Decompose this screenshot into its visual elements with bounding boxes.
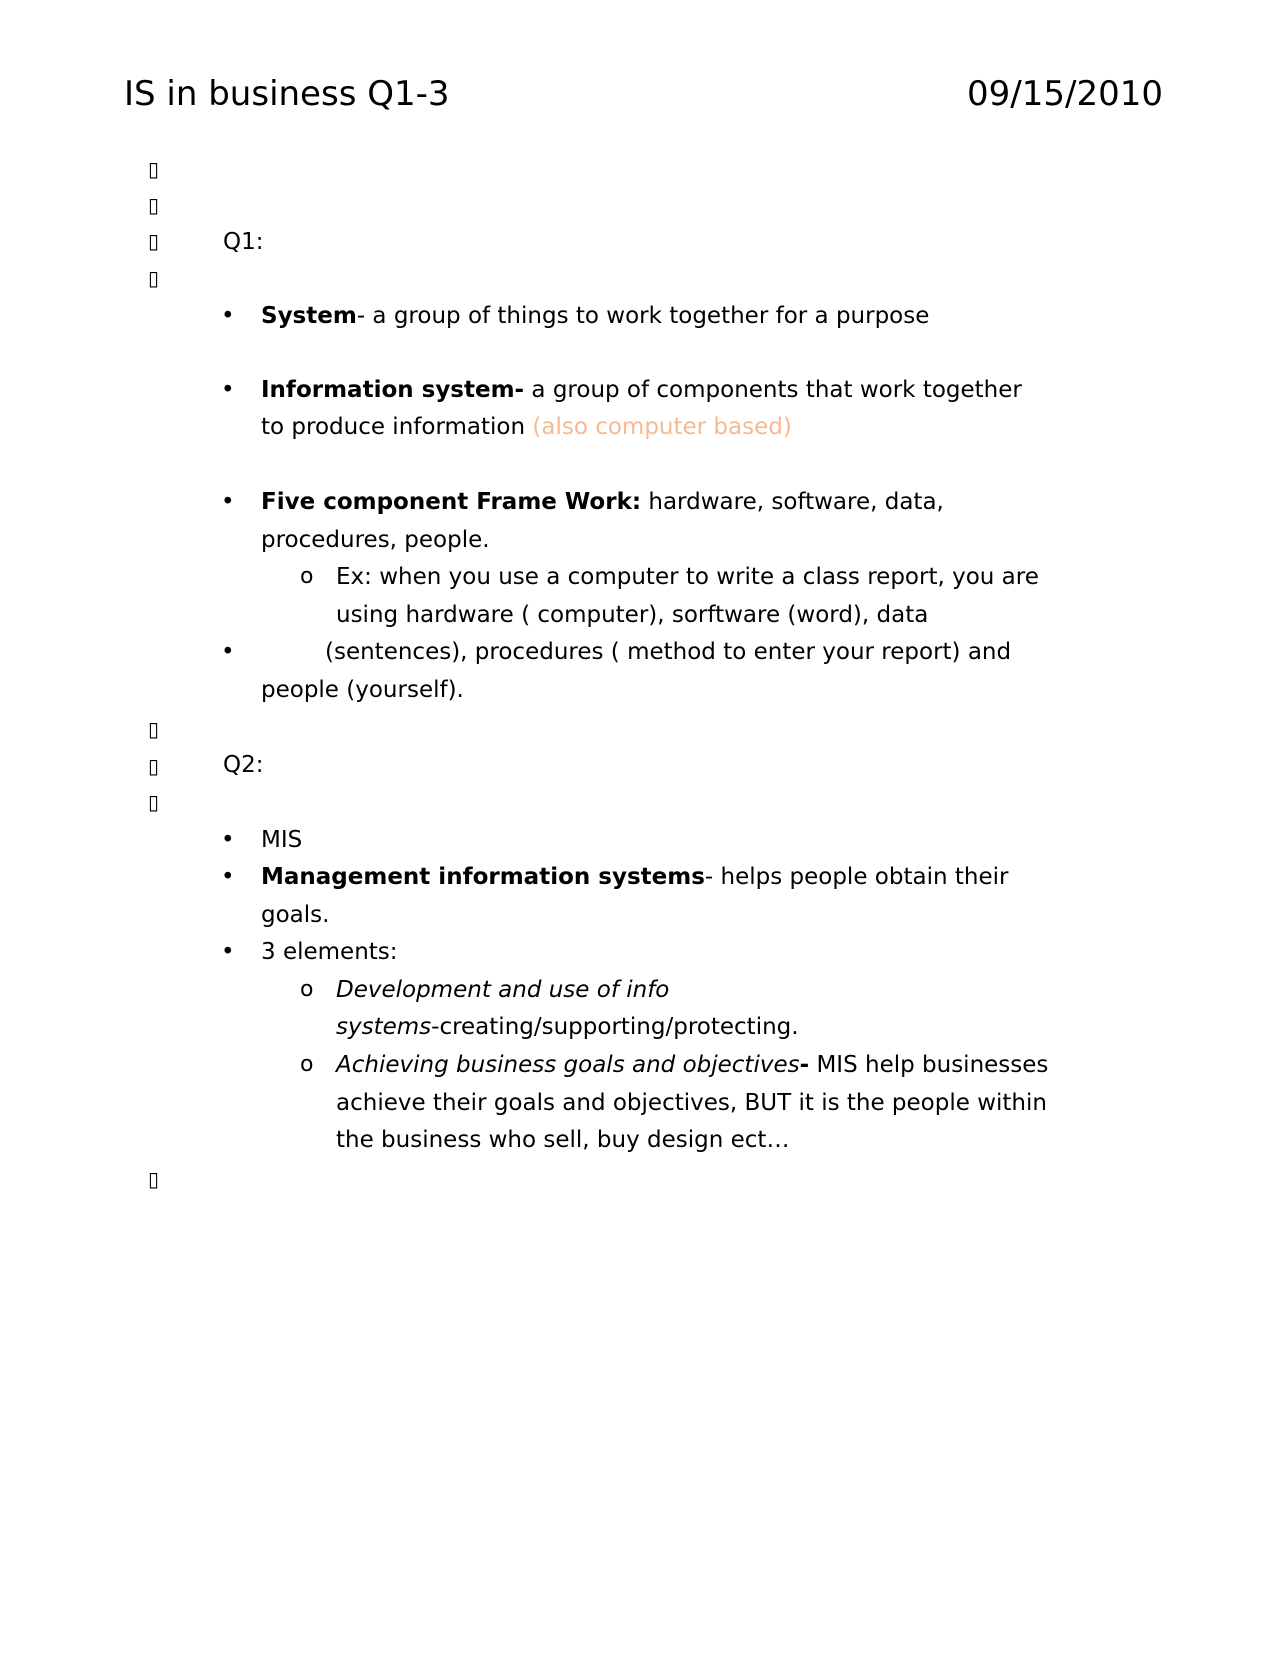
sub-bullet-icon: o [300, 564, 314, 589]
missing-glyph-icon: ▯ [148, 229, 160, 253]
bullet-icon: • [221, 639, 235, 665]
example-line3: (sentences), procedures ( method to enter your report) and [325, 639, 1012, 665]
element2-term: Achieving business goals and objectives [336, 1052, 800, 1078]
definition-information-system-line2: to produce information [261, 414, 533, 440]
term-management-information-systems: Management information systems [261, 864, 705, 890]
list-item-information-system [261, 375, 1022, 405]
definition-framework-line1: hardware, software, data, [641, 489, 944, 515]
list-item-mis: MIS [261, 827, 303, 853]
sub-bullet-icon: o [300, 1052, 314, 1077]
missing-glyph-icon: ▯ [148, 157, 160, 181]
element2-line2: achieve their goals and objectives, BUT it is the people within [336, 1090, 1047, 1116]
term-system: System [261, 303, 357, 329]
missing-glyph-icon: ▯ [148, 266, 160, 290]
missing-glyph-icon: ▯ [148, 717, 160, 741]
definition-mis-line1: - helps people obtain their [704, 864, 1009, 890]
bullet-icon: • [221, 939, 235, 965]
definition-framework-line2: procedures, people. [261, 527, 490, 553]
missing-glyph-icon: ▯ [148, 790, 160, 814]
definition-system: - a group of things to work together for a purpose [356, 303, 930, 329]
missing-glyph-icon: ▯ [148, 754, 160, 778]
missing-glyph-icon: ▯ [148, 193, 160, 217]
document-date: 09/15/2010 [967, 74, 1163, 114]
missing-glyph-icon: ▯ [148, 1167, 160, 1191]
example-line2: using hardware ( computer), sorftware (word), data [336, 602, 929, 628]
bullet-icon: • [221, 303, 235, 329]
document-title: IS in business Q1-3 [124, 74, 450, 114]
element1-line1: Development and use of info [336, 977, 670, 1003]
list-item-framework [261, 487, 944, 517]
bullet-icon: • [221, 377, 235, 403]
example-line1: Ex: when you use a computer to write a class report, you are [336, 564, 1039, 590]
element2-definition-line1: MIS help businesses [809, 1052, 1049, 1078]
element1-definition: -creating/supporting/protecting. [431, 1014, 799, 1040]
q2-heading: Q2: [223, 752, 264, 778]
element2-line1 [336, 1050, 1048, 1080]
term-information-system: Information system- [261, 377, 525, 403]
bullet-icon: • [221, 827, 235, 853]
bullet-icon: • [221, 864, 235, 890]
element2-line3: the business who sell, buy design ect… [336, 1127, 790, 1153]
information-system-note: (also computer based) [532, 414, 792, 440]
term-framework: Five component Frame Work: [261, 489, 642, 515]
list-item-information-system-cont [261, 412, 792, 442]
definition-information-system-line1: a group of components that work together [524, 377, 1022, 403]
list-item-elements: 3 elements: [261, 939, 398, 965]
element2-dash: - [799, 1052, 810, 1078]
list-item-system [261, 301, 929, 331]
sub-bullet-icon: o [300, 977, 314, 1002]
list-item-management-information-systems [261, 862, 1008, 892]
element1-line2 [336, 1012, 799, 1042]
element1-term-end: systems [336, 1014, 432, 1040]
q1-heading: Q1: [223, 229, 264, 255]
bullet-icon: • [221, 489, 235, 515]
definition-mis-line2: goals. [261, 902, 330, 928]
example-line4: people (yourself). [261, 677, 464, 703]
